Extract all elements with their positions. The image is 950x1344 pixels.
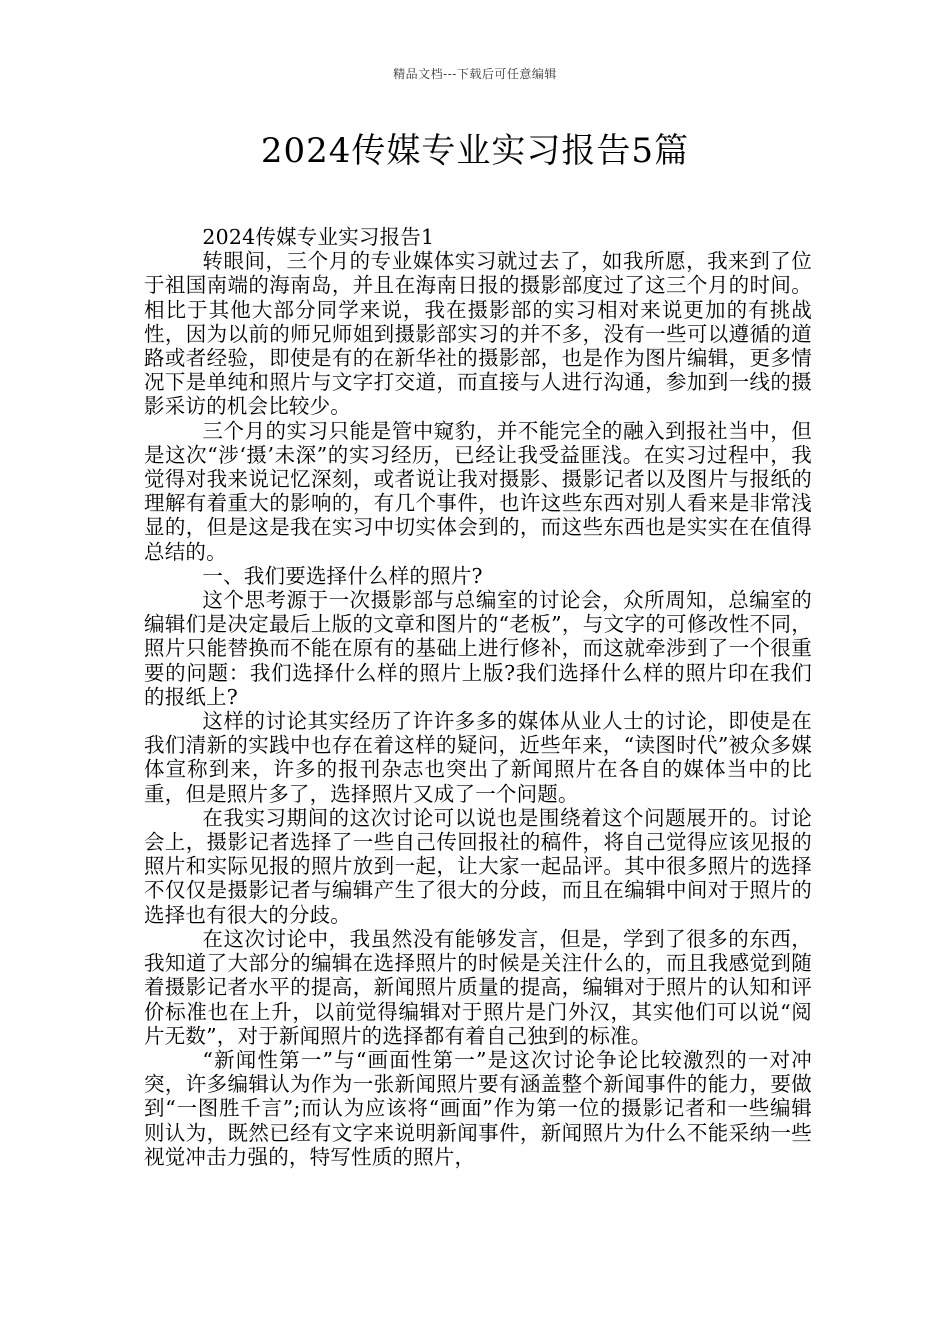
header-note: 精品文档---下载后可任意编辑 <box>393 67 557 81</box>
body-paragraph: 在我实习期间的这次讨论可以说也是围绕着这个问题展开的。讨论会上，摄影记者选择了一些自己传回报社的稿件，将自己觉得应该见报的照片和实际见报的照片放到一起，让大家一起品评。其中很多照片的选择不仅仅是摄影记者与编辑产生了很大的分歧，而且在编辑中间对于照片的选择也有很大的分歧。 <box>144 805 812 927</box>
document-title: 2024传媒专业实习报告5篇 <box>260 131 690 171</box>
body-paragraph: 这个思考源于一次摄影部与总编室的讨论会，众所周知，总编室的编辑们是决定最后上版的文章和图片的“老板”，与文字的可修改性不同，照片只能替换而不能在原有的基础上进行修补，而这就牵涉到了一个很重要的问题：我们选择什么样的照片上版?我们选择什么样的照片印在我们的报纸上? <box>144 588 812 709</box>
document-body <box>144 225 812 1169</box>
body-paragraph: 这样的讨论其实经历了许许多多的媒体从业人士的讨论，即使是在我们清新的实践中也存在着这样的疑问，近些年来，“读图时代”被众多媒体宣称到来，许多的报刊杂志也突出了新闻照片在各自的媒体当中的比重，但是照片多了，选择照片又成了一个问题。 <box>144 709 812 806</box>
body-paragraph: 在这次讨论中，我虽然没有能够发言，但是，学到了很多的东西，我知道了大部分的编辑在选择照片的时候是关注什么的，而且我感觉到随着摄影记者水平的提高，新闻照片质量的提高，编辑对于照片的认知和评价标准也在上升，以前觉得编辑对于照片是门外汉，其实他们可以说“阅片无数”，对于新闻照片的选择都有着自己独到的标准。 <box>144 926 812 1048</box>
body-paragraph: “新闻性第一”与“画面性第一”是这次讨论争论比较激烈的一对冲突，许多编辑认为作为一张新闻照片要有涵盖整个新闻事件的能力，要做到“一图胜千言”;而认为应该将“画面”作为第一位的摄影记者和一些编辑则认为，既然已经有文字来说明新闻事件，新闻照片为什么不能采纳一些视觉冲击力强的，特写性质的照片， <box>144 1047 812 1169</box>
body-paragraph: 三个月的实习只能是管中窥豹，并不能完全的融入到报社当中，但是这次“涉‘摄’未深”的实习经历，已经让我受益匪浅。在实习过程中，我觉得对我来说记忆深刻，或者说让我对摄影、摄影记者以及图片与报纸的理解有着重大的影响的，有几个事件，也许这些东西对别人看来是非常浅显的，但是这是我在实习中切实体会到的，而这些东西也是实实在在值得总结的。 <box>144 418 812 564</box>
section-heading: 2024传媒专业实习报告1 <box>202 225 435 249</box>
subsection-heading: 一、我们要选择什么样的照片? <box>202 563 483 588</box>
body-paragraph: 转眼间，三个月的专业媒体实习就过去了，如我所愿，我来到了位于祖国南端的海南岛，并且在海南日报的摄影部度过了这三个月的时间。相比于其他大部分同学来说，我在摄影部的实习相对来说更加的有挑战性，因为以前的师兄师姐到摄影部实习的并不多，没有一些可以遵循的道路或者经验，即使是有的在新华社的摄影部，也是作为图片编辑，更多情况下是单纯和照片与文字打交道，而直接与人进行沟通，参加到一线的摄影采访的机会比较少。 <box>144 249 812 419</box>
